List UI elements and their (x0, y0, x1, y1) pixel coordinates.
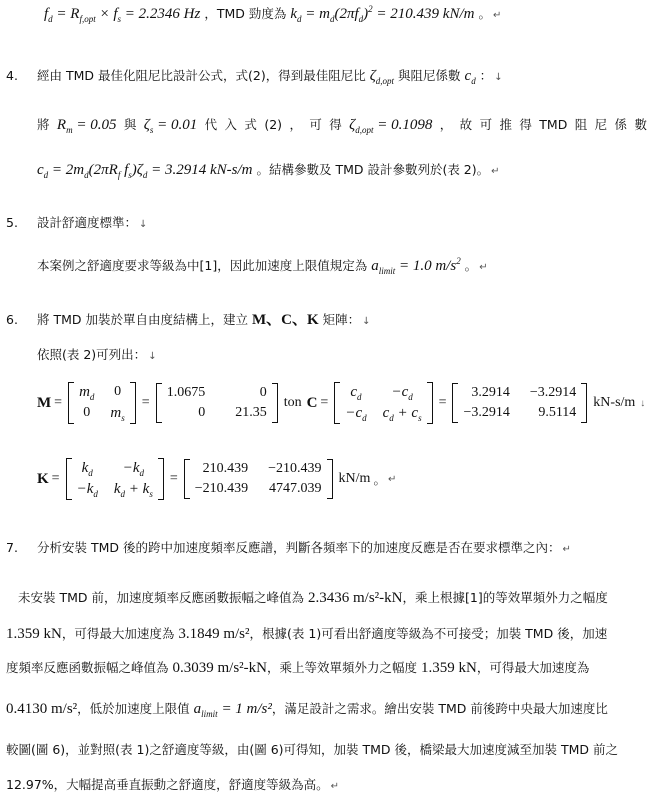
item-number: 4. (6, 68, 18, 83)
zeta-dopt-symbol: $\zeta_{d,opt}$ (369, 68, 395, 86)
item5-heading: 設計舒適度標準： ↓ (37, 215, 148, 230)
fd-formula: $f_d = R_{f,opt} \times f_s = 2.2346$ Hz (44, 6, 201, 24)
k-matrix-label: K (37, 470, 49, 487)
k-numeric-matrix: 210.439 −210.439 −210.439 4747.039 (184, 459, 333, 499)
mc-matrix-equation: M = $m_d$ 0 0 $m_s$ = 1.0675 0 0 21.35 ton C = $c_d$ $-c_d$ $-c_d$ $c_d + c_s$ = 3.2914 −3.2914 −3.2914 9.5114 kN-s/m ↓ (37, 384, 646, 423)
item7-heading: 分析安裝 TMD 後的跨中加速度頻率反應譜，判斷各頻率下的加速度反應是否在要求標準之內： ↵ (37, 540, 571, 555)
zeta-s-value: $\zeta_s = 0.01$ (143, 117, 198, 135)
c-matrix-label: C (306, 394, 318, 411)
zeta-dopt-value: $\zeta_{d,opt} = 0.1098$ (349, 117, 433, 135)
cd-symbol: $c_d$ (464, 68, 476, 86)
kd-formula: $k_d = m_d(2\pi f_d)^2 = 210.439$ kN/m (290, 4, 475, 24)
fd-line: $f_d = R_{f,opt} \times f_s = 2.2346$ Hz ，TMD 勁度為 $k_d = m_d(2\pi f_d)^2 = 210.439$ kN/m 。 ↵ (44, 4, 502, 24)
item-number: 7. (6, 540, 18, 555)
c-symbolic-matrix: $c_d$ $-c_d$ $-c_d$ $c_d + c_s$ (334, 382, 432, 424)
item-number: 5. (6, 215, 18, 230)
m-symbolic-matrix: $m_d$ 0 0 $m_s$ (68, 382, 136, 424)
alimit-formula: $a_{limit} = 1.0$ $m/s^2$ (371, 256, 461, 276)
item-number: 6. (6, 312, 18, 327)
paragraph-mark: ↵ (492, 10, 502, 21)
item7-para-line4: 0.4130 m/s²，低於加速度上限值 $a_{limit} = 1$ m/s²，滿足設計之需求。繪出安裝 TMD 前後跨中央最大加速度比 (6, 701, 608, 719)
item4-heading: 經由 TMD 最佳化阻尼比設計公式，式(2)，得到最佳阻尼比 $\zeta_{d,opt}$ 與阻尼係數 $c_d$ ： ↓ (37, 68, 503, 86)
item6-heading: 將 TMD 加裝於單自由度結構上，建立 M、C、K 矩陣： ↓ (37, 312, 371, 328)
cd-line: $c_d = 2m_d(2\pi R_f$ $f_s)\zeta_d = 3.2914$ kN-s/m 。結構參數及 TMD 設計參數列於(表 2)。 ↵ (37, 162, 500, 180)
cd-formula: $c_d = 2m_d(2\pi R_f$ $f_s)\zeta_d = 3.2914$ kN-s/m (37, 162, 253, 180)
item7-para-line1: 未安裝 TMD 前，加速度頻率反應函數振幅之峰值為 2.3436 m/s²-kN，乘上根據[1]的等效單頻外力之幅度 (18, 590, 608, 606)
item6-listed: 依照(表 2)可列出： ↓ (37, 347, 157, 362)
alimit-value: $a_{limit} = 1$ m/s² (193, 701, 272, 719)
item7-para-line6: 12.97%，大幅提高垂直振動之舒適度，舒適度等級為高。 ↵ (6, 777, 340, 792)
c-numeric-matrix: 3.2914 −3.2914 −3.2914 9.5114 (452, 383, 587, 423)
k-symbolic-matrix: $k_d$ $-k_d$ $-k_d$ $k_d + k_s$ (66, 458, 164, 500)
item4-substitution-line: 將 $R_m = 0.05$ 與 $\zeta_s = 0.01$ 代 入 式 (2) ， 可 得 $\zeta_{d,opt} = 0.1098$ ， 故 可 推 得 TMD 阻 尼 係 數 (37, 117, 647, 135)
item7-para-line3: 度頻率反應函數振幅之峰值為 0.3039 m/s²-kN，乘上等效單頻外力之幅度 1.359 kN，可得最大加速度為 (6, 660, 590, 676)
m-matrix-label: M (37, 394, 52, 411)
k-matrix-equation: K = $k_d$ $-k_d$ $-k_d$ $k_d + k_s$ = 210.439 −210.439 −210.439 4747.039 kN/m 。 ↵ (37, 460, 397, 499)
item7-para-line2: 1.359 kN，可得最大加速度為 3.1849 m/s²，根據(表 1)可看出舒適度等級為不可接受；加裝 TMD 後，加速 (6, 626, 608, 642)
rm-value: $R_m = 0.05$ (56, 117, 117, 135)
item5-body: 本案例之舒適度要求等級為中[1]，因此加速度上限值規定為 $a_{limit} = 1.0$ $m/s^2$ 。 ↵ (37, 256, 488, 276)
m-numeric-matrix: 1.0675 0 0 21.35 (156, 383, 278, 423)
tmd-stiffness-text: ，TMD 勁度為 (204, 6, 287, 21)
item7-para-line5: 較圖(圖 6)，並對照(表 1)之舒適度等級，由(圖 6)可得知，加裝 TMD 後，橋梁最大加速度減至加裝 TMD 前之 (6, 742, 619, 757)
